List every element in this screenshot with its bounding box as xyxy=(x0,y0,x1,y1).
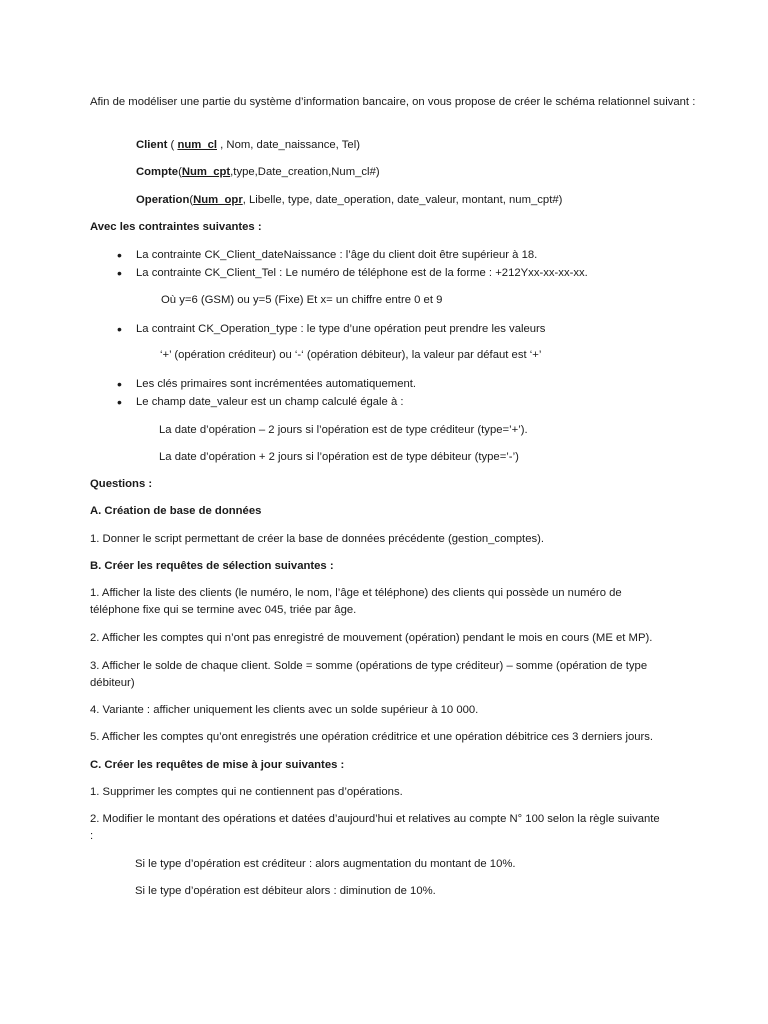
schema-client-open: ( xyxy=(167,139,178,151)
constraints-heading: Avec les contraintes suivantes : xyxy=(90,221,262,233)
section-b-question-3: 3. Afficher le solde de chaque client. Solde = somme (opérations de type créditeur) – somme (opération de type débiteur) xyxy=(90,660,648,689)
section-b-question-4: 4. Variante : afficher uniquement les clients avec un solde supérieur à 10 000. xyxy=(90,704,479,716)
section-b-title: B. Créer les requêtes de sélection suivantes : xyxy=(90,560,334,572)
section-c-title: C. Créer les requêtes de mise à jour suivantes : xyxy=(90,759,345,771)
bullet-icon xyxy=(117,381,125,389)
section-c-question-1: 1. Supprimer les comptes qui ne contiennent pas d’opérations. xyxy=(90,786,403,798)
section-a-title: A. Création de base de données xyxy=(90,505,262,517)
questions-heading: Questions : xyxy=(90,478,153,490)
schema-compte-key: Num_cpt xyxy=(181,166,231,178)
schema-operation-key: Num_opr xyxy=(193,194,243,206)
constraint-5-case-a: La date d’opération – 2 jours si l’opération est de type créditeur (type=’+’). xyxy=(159,424,528,436)
section-c-question-2: 2. Modifier le montant des opérations et datées d’aujourd’hui et relatives au compte N° 100 selon la règle suivante : xyxy=(90,813,660,842)
section-c-rule-b: Si le type d’opération est débiteur alors : diminution de 10%. xyxy=(135,885,436,897)
constraint-1: La contrainte CK_Client_dateNaissance : l’âge du client doit être supérieur à 18. xyxy=(136,249,538,261)
schema-compte-open: ( xyxy=(178,166,182,178)
schema-compte-rest: ,type,Date_creation,Num_cl#) xyxy=(230,166,380,178)
schema-operation xyxy=(136,192,698,209)
section-b-question-2: 2. Afficher les comptes qui n’ont pas enregistré de mouvement (opération) pendant le mois en cours (ME et MP). xyxy=(90,632,653,644)
constraint-4: Les clés primaires sont incrémentées automatiquement. xyxy=(136,378,417,390)
constraint-5: Le champ date_valeur est un champ calculé égale à : xyxy=(136,396,404,408)
bullet-icon xyxy=(117,399,125,407)
schema-client-key: num_cl xyxy=(177,139,217,151)
constraint-3-detail: ‘+’ (opération créditeur) ou ‘-‘ (opération débiteur), la valeur par défaut est ‘+’ xyxy=(160,349,542,361)
section-b-question-1: 1. Afficher la liste des clients (le numéro, le nom, l’âge et téléphone) des clients qui possède un numéro de téléphone fixe qui se termine avec 045, triée par âge. xyxy=(90,587,622,616)
intro-paragraph: Afin de modéliser une partie du système d’information bancaire, on vous propose de créer le schéma relationnel suivant : xyxy=(90,96,696,108)
schema-operation-name: Operation xyxy=(136,194,190,206)
section-a-question-1: 1. Donner le script permettant de créer la base de données précédente (gestion_comptes). xyxy=(90,533,545,545)
schema-client-rest: , Nom, date_naissance, Tel) xyxy=(217,139,360,151)
section-c-rule-a: Si le type d’opération est créditeur : alors augmentation du montant de 10%. xyxy=(135,858,516,870)
schema-client xyxy=(136,137,698,154)
bullet-icon xyxy=(117,326,125,334)
schema-operation-open: ( xyxy=(189,194,194,206)
bullet-icon xyxy=(117,270,125,278)
section-b-question-5: 5. Afficher les comptes qu’ont enregistrés une opération créditrice et une opération débitrice ces 3 derniers jours. xyxy=(90,731,654,743)
constraint-2: La contrainte CK_Client_Tel : Le numéro de téléphone est de la forme : +212Yxx-xx-xx-xx. xyxy=(136,267,588,279)
schema-compte xyxy=(136,164,698,181)
schema-compte-name: Compte xyxy=(136,166,179,178)
schema-operation-rest: , Libelle, type, date_operation, date_valeur, montant, num_cpt#) xyxy=(242,194,563,206)
constraint-2-detail: Où y=6 (GSM) ou y=5 (Fixe) Et x= un chiffre entre 0 et 9 xyxy=(161,294,443,306)
bullet-icon xyxy=(117,252,125,260)
constraint-3: La contraint CK_Operation_type : le type d’une opération peut prendre les valeurs xyxy=(136,323,546,335)
constraint-5-case-b: La date d’opération + 2 jours si l’opération est de type débiteur (type=’-’) xyxy=(159,451,519,463)
schema-client-name: Client xyxy=(136,139,168,151)
